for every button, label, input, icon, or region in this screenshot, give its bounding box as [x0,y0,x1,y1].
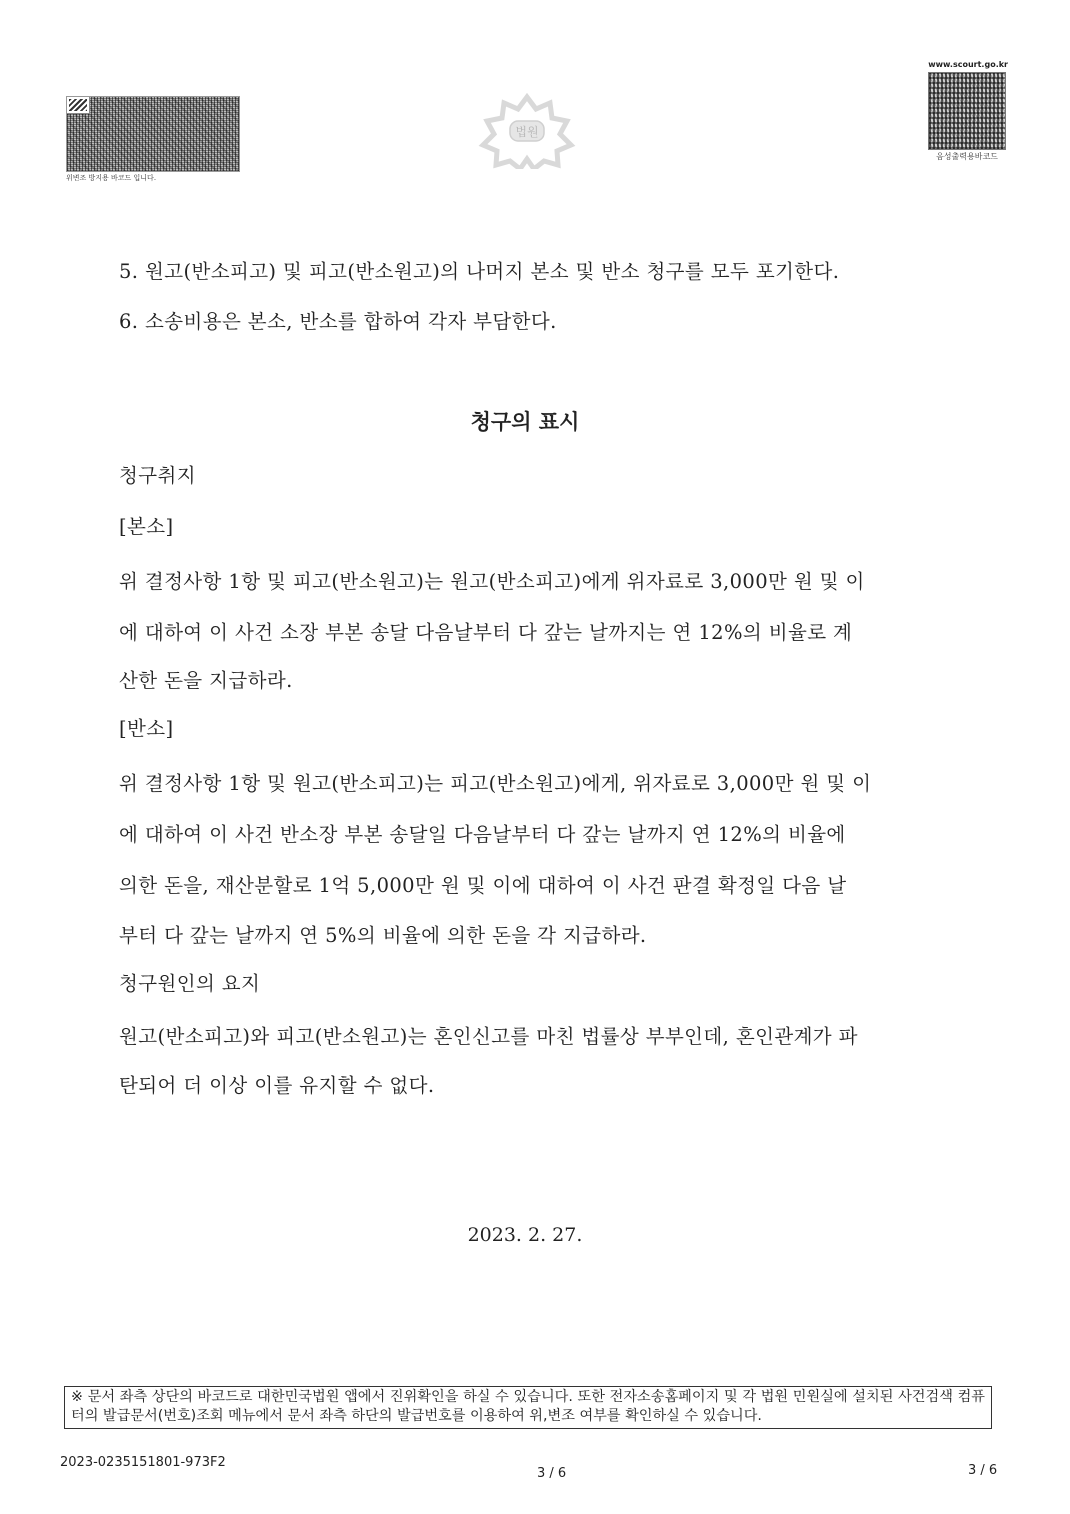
anti-forgery-barcode [66,96,240,172]
court-seal-icon [474,93,580,169]
document-date: 2023. 2. 27. [467,1224,583,1246]
cause-line: 원고(반소피고)와 피고(반소원고)는 혼인신고를 마친 법률상 부부인데, 혼인관계가 파 [119,1025,858,1048]
counter-claim-line: 위 결정사항 1항 및 원고(반소피고)는 피고(반소원고)에게, 위자료로 3,000만 원 및 이 [119,772,872,795]
counter-claim-line: 에 대하여 이 사건 반소장 부본 송달일 다음날부터 다 갚는 날까지 연 12%의 비율에 [119,823,846,846]
cause-heading: 청구원인의 요지 [119,972,261,995]
main-claim-line: 산한 돈을 지급하라. [119,669,293,692]
counter-claim-line: 의한 돈을, 재산분할로 1억 5,000만 원 및 이에 대하여 이 사건 판결 확정일 다음 날 [119,874,847,897]
decision-item-6: 6. 소송비용은 본소, 반소를 합하여 각자 부담한다. [119,310,557,333]
main-claim-line: 에 대하여 이 사건 소장 부본 송달 다음날부터 다 갚는 날까지는 연 12%의 비율로 계 [119,621,853,644]
counter-claim-line: 부터 다 갚는 날까지 연 5%의 비율에 의한 돈을 각 지급하라. [119,924,647,947]
site-url: www.scourt.go.kr [928,60,1008,69]
voice-output-qr-code [928,72,1006,150]
barcode-caption: 위변조 방지용 바코드 입니다. [66,174,157,182]
qr-caption: 음성출력용바코드 [936,152,998,161]
claim-heading: 청구취지 [119,464,196,487]
cause-line: 탄되어 더 이상 이를 유지할 수 없다. [119,1074,435,1097]
main-claim-line: 위 결정사항 1항 및 피고(반소원고)는 원고(반소피고)에게 위자료로 3,000만 원 및 이 [119,570,865,593]
issue-number: 2023-0235151801-973F2 [60,1455,226,1470]
page-number-center: 3 / 6 [537,1466,567,1481]
counter-claim-label: [반소] [119,717,174,740]
seal-text: 법원 [515,125,539,139]
page-number-right: 3 / 6 [968,1463,998,1478]
verification-notice: ※ 문서 좌측 상단의 바코드로 대한민국법원 앱에서 진위확인을 하실 수 있습니다. 또한 전자소송홈페이지 및 각 법원 민원실에 설치된 사건검색 컴퓨터의 발급문서(번호)조회 메뉴에서 문서 좌측 하단의 발급번호를 이용하여 위,변조 여부를 확인하실 수 있습니다. [64,1386,992,1429]
decision-item-5: 5. 원고(반소피고) 및 피고(반소원고)의 나머지 본소 및 반소 청구를 모두 포기한다. [119,260,840,283]
barcode-corner-mark-icon [67,97,90,114]
main-claim-label: [본소] [119,515,174,538]
section-title: 청구의 표시 [470,409,580,434]
